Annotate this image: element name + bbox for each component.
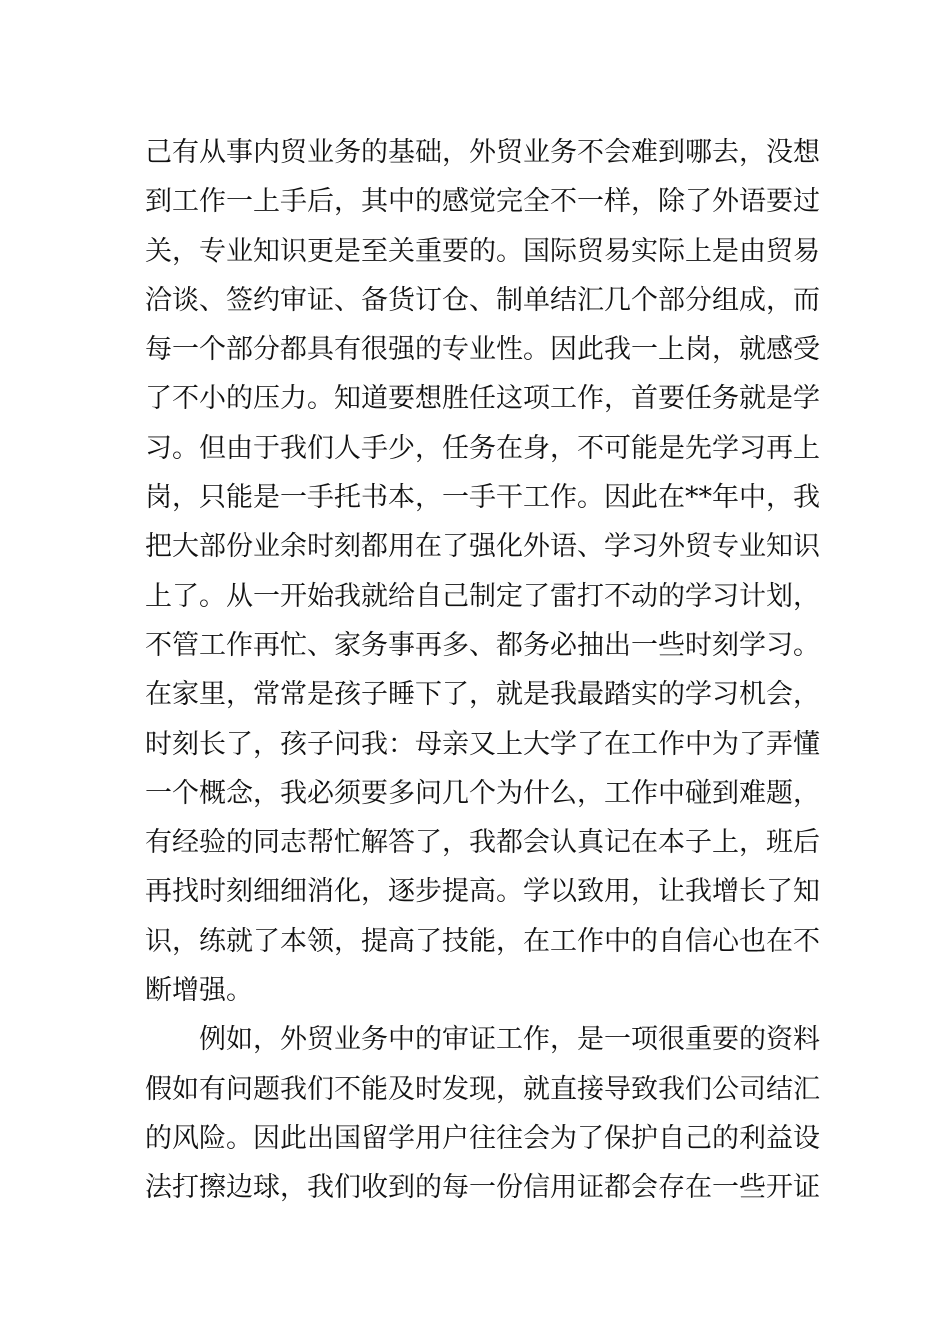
- text-line: 法打擦边球，我们收到的每一份信用证都会存在一些开证: [145, 1172, 820, 1204]
- paragraph-start-line: 例如，外贸业务中的审证工作，是一项很重要的资料: [199, 1024, 820, 1056]
- text-line: 关，专业知识更是至关重要的。国际贸易实际上是由贸易: [145, 235, 820, 267]
- text-line: 到工作一上手后，其中的感觉完全不一样，除了外语要过: [145, 186, 820, 218]
- text-line: 把大部份业余时刻都用在了强化外语、学习外贸专业知识: [145, 531, 820, 563]
- body-text: [145, 128, 820, 1213]
- text-line: 有经验的同志帮忙解答了，我都会认真记在本子上，班后: [145, 827, 820, 859]
- text-line: 每一个部分都具有很强的专业性。因此我一上岗，就感受: [145, 334, 820, 366]
- text-line: 上了。从一开始我就给自己制定了雷打不动的学习计划，: [145, 580, 820, 612]
- text-line: 一个概念，我必须要多问几个为什么，工作中碰到难题，: [145, 777, 820, 809]
- text-line: 断增强。: [145, 975, 253, 1007]
- text-line: 时刻长了，孩子问我：母亲又上大学了在工作中为了弄懂: [145, 728, 820, 760]
- text-line: 在家里，常常是孩子睡下了，就是我最踏实的学习机会，: [145, 679, 820, 711]
- text-line: 洽谈、签约审证、备货订仓、制单结汇几个部分组成，而: [145, 284, 820, 316]
- text-line: 再找时刻细细消化，逐步提高。学以致用，让我增长了知: [145, 876, 820, 908]
- text-line: 识，练就了本领，提高了技能，在工作中的自信心也在不: [145, 925, 820, 957]
- text-line: 己有从事内贸业务的基础，外贸业务不会难到哪去，没想: [145, 137, 820, 168]
- text-line: 假如有问题我们不能及时发现，就直接导致我们公司结汇: [145, 1073, 820, 1105]
- text-line: 习。但由于我们人手少，任务在身，不可能是先学习再上: [145, 432, 820, 464]
- text-line: 的风险。因此出国留学用户往往会为了保护自己的利益设: [145, 1122, 820, 1154]
- text-line: 了不小的压力。知道要想胜任这项工作，首要任务就是学: [145, 383, 820, 415]
- text-line: 岗，只能是一手托书本，一手干工作。因此在**年中，我: [145, 482, 820, 514]
- text-line: 不管工作再忙、家务事再多、都务必抽出一些时刻学习。: [145, 629, 820, 661]
